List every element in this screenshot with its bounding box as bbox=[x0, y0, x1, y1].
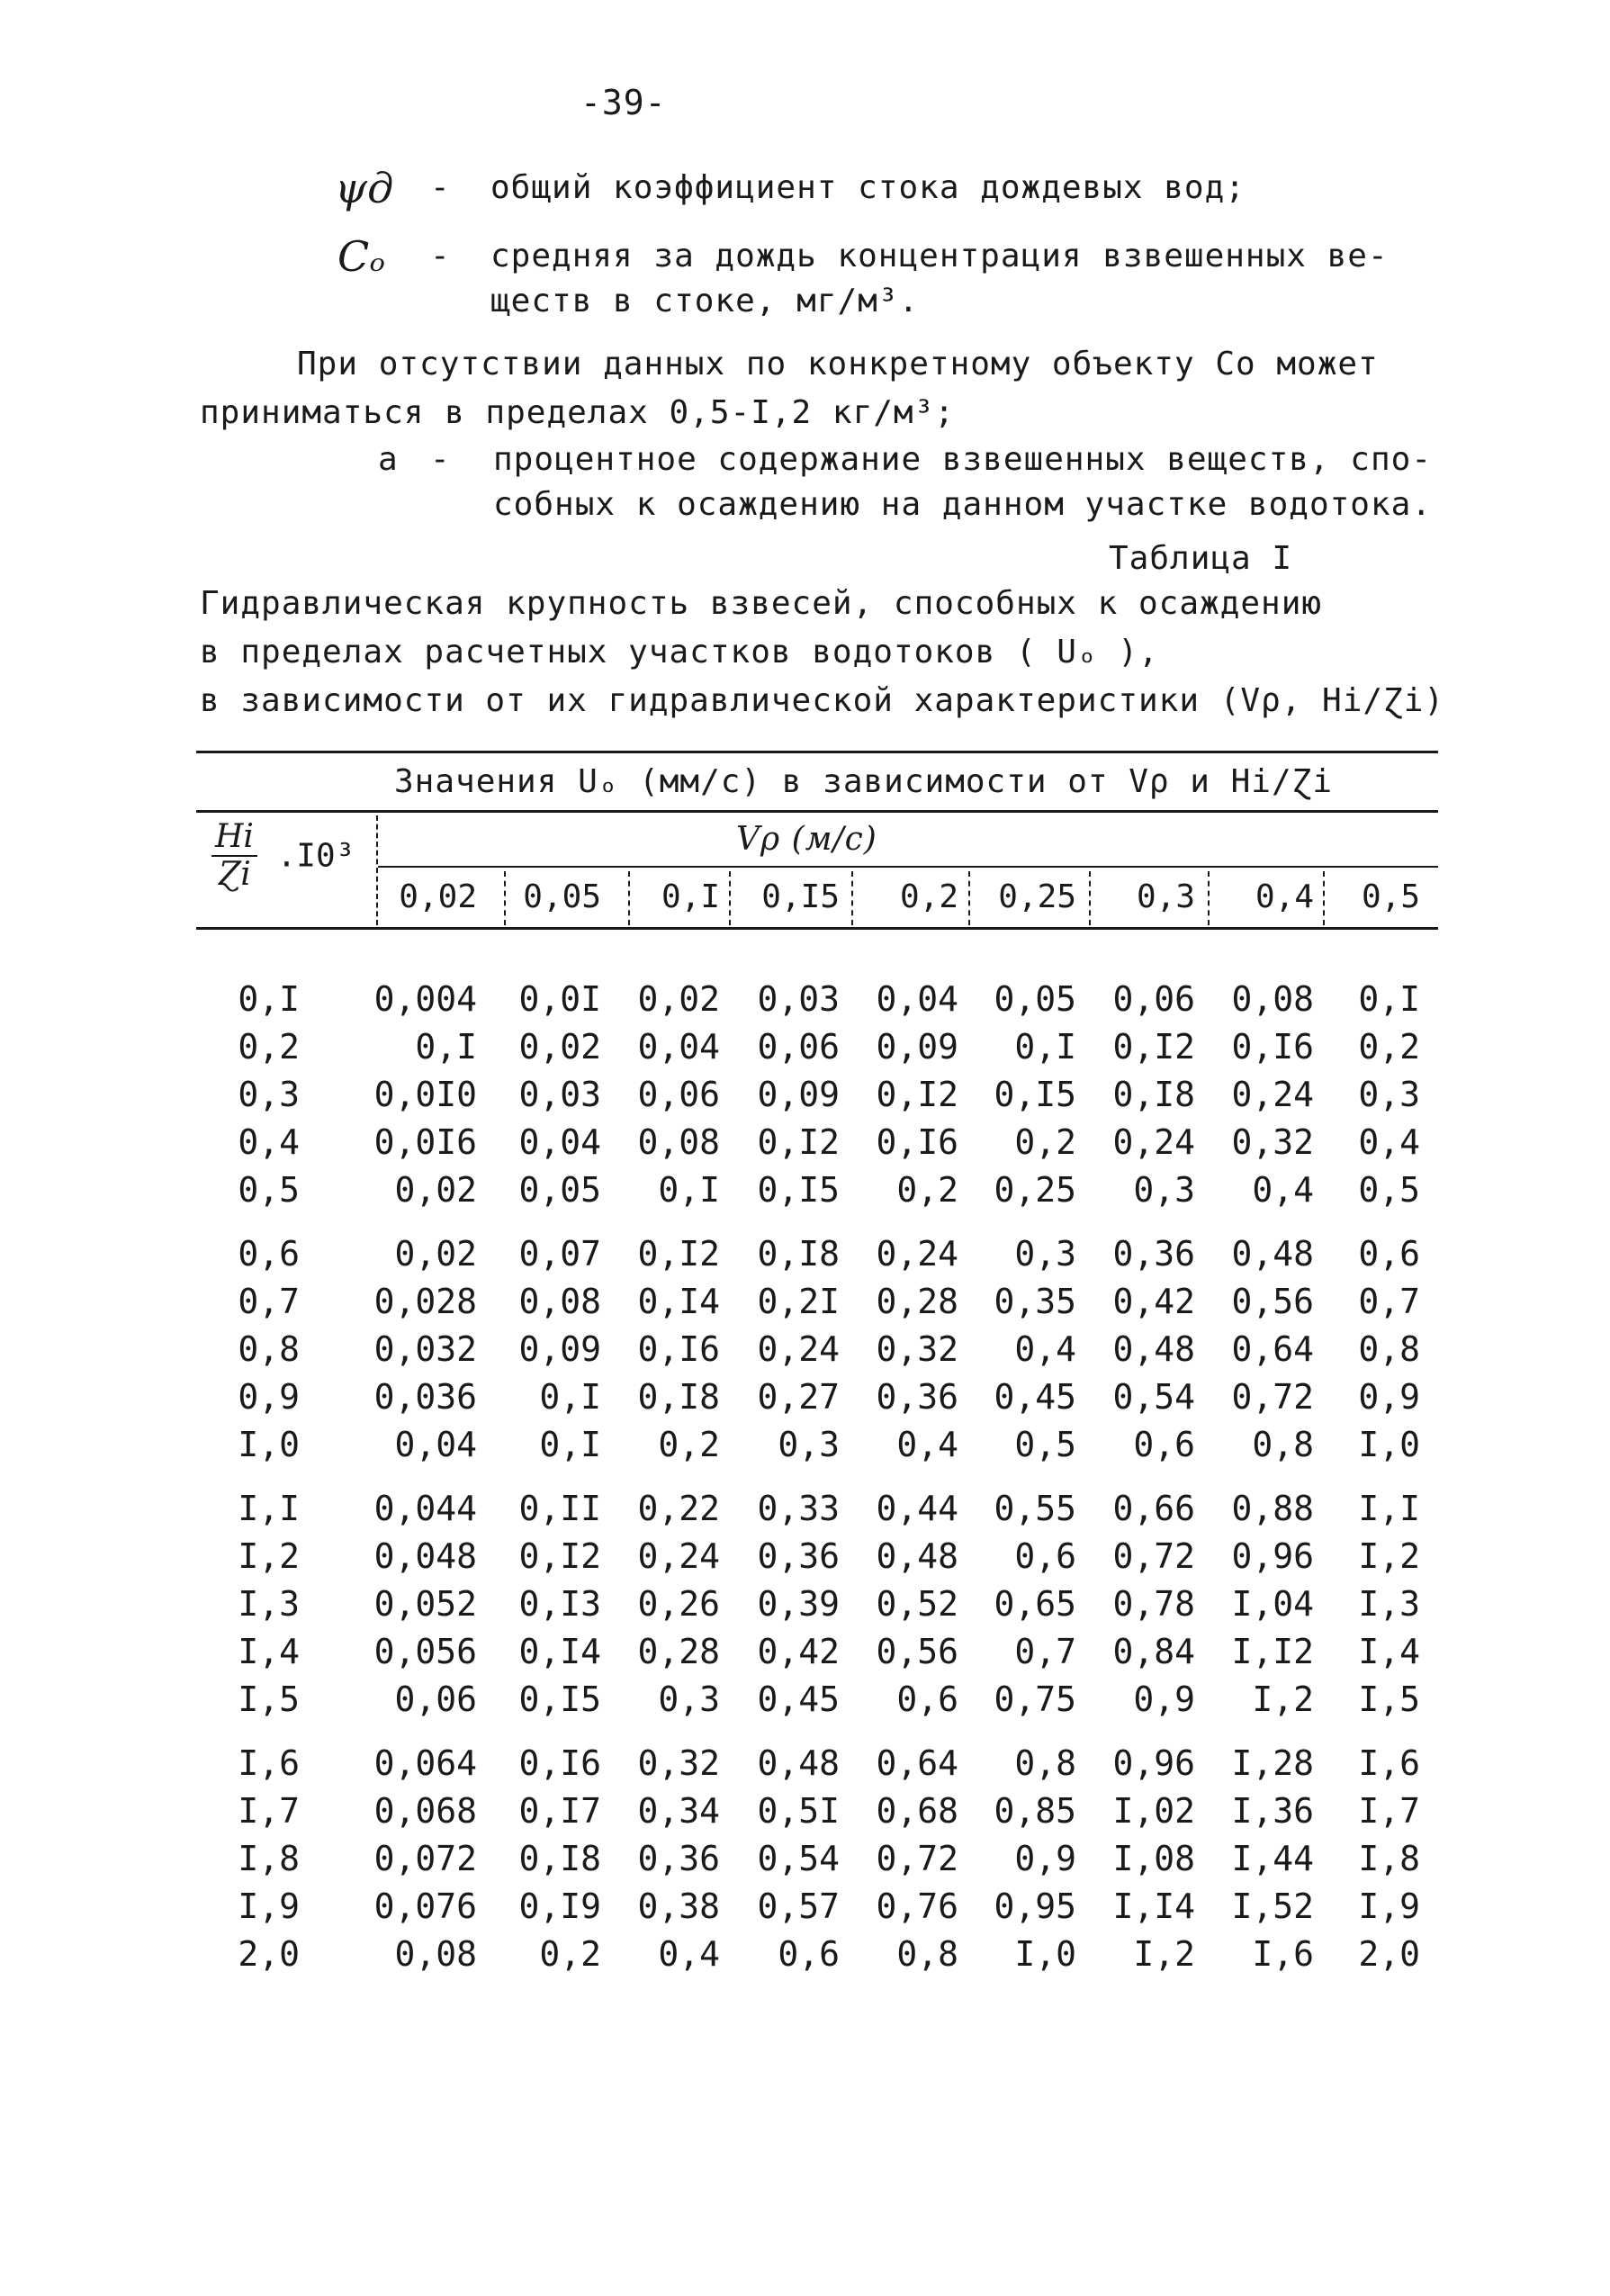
column-separator bbox=[851, 871, 853, 925]
table-cell: I,04 bbox=[1231, 1584, 1314, 1624]
table-cell: 0,6 bbox=[1014, 1536, 1076, 1576]
table-cell: 0,068 bbox=[373, 1791, 477, 1831]
table-cell: 0,85 bbox=[994, 1791, 1076, 1831]
column-header: 0,3 bbox=[1136, 878, 1195, 915]
table-cell: 0,2 bbox=[658, 1425, 720, 1464]
table-cell: I,0 bbox=[1014, 1934, 1076, 1974]
table-cell: 0,56 bbox=[876, 1632, 958, 1671]
table-cell: 0,I bbox=[1358, 979, 1420, 1019]
table-cell: 0,I6 bbox=[637, 1329, 720, 1369]
table-cell: 0,I bbox=[1014, 1027, 1076, 1067]
table-cell: 0,8 bbox=[1014, 1743, 1076, 1783]
table-cell: I,44 bbox=[1231, 1839, 1314, 1878]
column-header: 0,02 bbox=[399, 878, 477, 915]
table-cell: 0,09 bbox=[518, 1329, 601, 1369]
table-cell: 0,I bbox=[658, 1170, 720, 1210]
table-header-top: Значения Uₒ (мм/с) в зависимости от Vρ и Hi/Ɀi bbox=[394, 763, 1333, 800]
table-cell: 0,I5 bbox=[518, 1679, 601, 1719]
table-cell: 0,I9 bbox=[518, 1886, 601, 1926]
table-cell: 0,32 bbox=[1231, 1122, 1314, 1162]
table-cell: 0,032 bbox=[373, 1329, 477, 1369]
table-cell: 0,4 bbox=[896, 1425, 958, 1464]
table-cell: I,8 bbox=[1358, 1839, 1420, 1878]
row-label: I,4 bbox=[238, 1632, 300, 1671]
table-cell: 0,42 bbox=[1112, 1282, 1195, 1321]
table-cell: I,7 bbox=[1358, 1791, 1420, 1831]
table-cell: 0,48 bbox=[1112, 1329, 1195, 1369]
table-cell: 0,3 bbox=[658, 1679, 720, 1719]
table-cell: 0,8 bbox=[896, 1934, 958, 1974]
table-cell: 0,036 bbox=[373, 1377, 477, 1417]
table-cell: 0,I4 bbox=[518, 1632, 601, 1671]
column-header: 0,4 bbox=[1255, 878, 1314, 915]
paragraph-line-2: приниматься в пределах 0,5-I,2 кг/м³; bbox=[200, 394, 955, 431]
table-cell: 0,06 bbox=[757, 1027, 840, 1067]
row-label: 0,8 bbox=[238, 1329, 300, 1369]
table-cell: 0,28 bbox=[637, 1632, 720, 1671]
table-cell: 0,09 bbox=[876, 1027, 958, 1067]
table-cell: 2,0 bbox=[1358, 1934, 1420, 1974]
table-cell: 0,03 bbox=[518, 1075, 601, 1114]
row-label: 0,6 bbox=[238, 1234, 300, 1274]
table-cell: 0,96 bbox=[1112, 1743, 1195, 1783]
table-cell: 0,24 bbox=[1231, 1075, 1314, 1114]
table-cell: 0,I bbox=[415, 1027, 477, 1067]
table-cell: I,08 bbox=[1112, 1839, 1195, 1878]
table-cell: 0,4 bbox=[1014, 1329, 1076, 1369]
row-label: I,5 bbox=[238, 1679, 300, 1719]
table-header-rule bbox=[196, 810, 1438, 813]
table-cell: 0,2 bbox=[1358, 1027, 1420, 1067]
column-separator bbox=[1323, 871, 1325, 925]
table-cell: 0,33 bbox=[757, 1489, 840, 1528]
table-cell: 0,36 bbox=[757, 1536, 840, 1576]
table-cell: 0,I7 bbox=[518, 1791, 601, 1831]
table-cell: 0,I8 bbox=[518, 1839, 601, 1878]
table-cell: 0,7 bbox=[1358, 1282, 1420, 1321]
definition-a-line-1: процентное содержание взвешенных веществ, спо- bbox=[493, 441, 1432, 478]
row-label: 0,5 bbox=[238, 1170, 300, 1210]
row-header-numerator: Hi bbox=[211, 819, 257, 857]
table-cell: 0,5 bbox=[1358, 1170, 1420, 1210]
table-cell: 0,32 bbox=[637, 1743, 720, 1783]
table-cell: 0,32 bbox=[876, 1329, 958, 1369]
table-cell: 0,24 bbox=[757, 1329, 840, 1369]
table-cell: 0,52 bbox=[876, 1584, 958, 1624]
row-label: I,3 bbox=[238, 1584, 300, 1624]
table-cell: 0,25 bbox=[994, 1170, 1076, 1210]
row-header-denominator: Ɀi bbox=[218, 856, 251, 893]
table-cell: 0,04 bbox=[637, 1027, 720, 1067]
table-cell: 0,2 bbox=[539, 1934, 601, 1974]
table-cell: 0,I6 bbox=[518, 1743, 601, 1783]
definition-dash: - bbox=[430, 169, 451, 206]
definition-dash: - bbox=[430, 441, 451, 478]
table-cell: 0,04 bbox=[518, 1122, 601, 1162]
table-cell: 0,I bbox=[539, 1425, 601, 1464]
row-label: 0,2 bbox=[238, 1027, 300, 1067]
table-cell: 0,38 bbox=[637, 1886, 720, 1926]
table-cell: 0,I8 bbox=[757, 1234, 840, 1274]
table-cell: 0,54 bbox=[757, 1839, 840, 1878]
table-cell: 0,56 bbox=[1231, 1282, 1314, 1321]
table-cell: 0,6 bbox=[778, 1934, 840, 1974]
table-cell: 0,02 bbox=[637, 979, 720, 1019]
table-cell: I,2 bbox=[1252, 1679, 1314, 1719]
row-label: 2,0 bbox=[238, 1934, 300, 1974]
row-label: 0,4 bbox=[238, 1122, 300, 1162]
definition-psi-text: общий коэффициент стока дождевых вод; bbox=[490, 169, 1246, 206]
row-label: 0,I bbox=[238, 979, 300, 1019]
table-cell: 0,48 bbox=[757, 1743, 840, 1783]
column-separator bbox=[1089, 871, 1091, 925]
definition-dash: - bbox=[430, 238, 451, 275]
table-cell: 0,08 bbox=[518, 1282, 601, 1321]
vp-header: Vρ (м/с) bbox=[736, 821, 877, 858]
table-cell: 0,2 bbox=[1014, 1122, 1076, 1162]
table-cell: 0,048 bbox=[373, 1536, 477, 1576]
row-header-suffix: .I0³ bbox=[276, 837, 355, 875]
table-cell: 0,02 bbox=[518, 1027, 601, 1067]
table-cell: 0,II bbox=[518, 1489, 601, 1528]
table-cell: 0,6 bbox=[1133, 1425, 1195, 1464]
column-separator bbox=[968, 871, 970, 925]
table-cell: 0,03 bbox=[757, 979, 840, 1019]
a-symbol: a bbox=[378, 441, 399, 478]
column-separator bbox=[628, 871, 630, 925]
row-label: 0,3 bbox=[238, 1075, 300, 1114]
table-cell: 0,06 bbox=[394, 1679, 477, 1719]
table-cell: 0,4 bbox=[658, 1934, 720, 1974]
column-header: 0,I5 bbox=[761, 878, 840, 915]
table-cell: 0,54 bbox=[1112, 1377, 1195, 1417]
table-cell: 0,3 bbox=[1133, 1170, 1195, 1210]
table-cell: 0,0I6 bbox=[373, 1122, 477, 1162]
table-cell: 0,36 bbox=[1112, 1234, 1195, 1274]
table-cell: 0,064 bbox=[373, 1743, 477, 1783]
table-cell: 0,2 bbox=[896, 1170, 958, 1210]
column-header: 0,2 bbox=[899, 878, 958, 915]
table-cell: 0,06 bbox=[637, 1075, 720, 1114]
column-separator bbox=[504, 871, 506, 925]
page-number: -39- bbox=[580, 83, 667, 122]
table-cell: 0,66 bbox=[1112, 1489, 1195, 1528]
table-cell: 0,72 bbox=[876, 1839, 958, 1878]
table-cell: 0,08 bbox=[394, 1934, 477, 1974]
row-label: I,7 bbox=[238, 1791, 300, 1831]
table-cell: I,0 bbox=[1358, 1425, 1420, 1464]
table-cell: 0,07 bbox=[518, 1234, 601, 1274]
definition-c0-text: средняя за дождь концентрация взвешенных ве- bbox=[490, 238, 1389, 275]
table-cell: 0,06 bbox=[1112, 979, 1195, 1019]
table-cell: 0,9 bbox=[1133, 1679, 1195, 1719]
table-cell: 0,I2 bbox=[518, 1536, 601, 1576]
table-cell: I,9 bbox=[1358, 1886, 1420, 1926]
table-cell: 0,42 bbox=[757, 1632, 840, 1671]
table-cell: I,2 bbox=[1133, 1934, 1195, 1974]
table-cell: 0,3 bbox=[1014, 1234, 1076, 1274]
caption-line-1: Гидравлическая крупность взвесей, способных к осаждению bbox=[200, 585, 1323, 622]
definition-c0-text-cont: ществ в стоке, мг/м³. bbox=[490, 283, 920, 320]
table-cell: 0,9 bbox=[1358, 1377, 1420, 1417]
table-cell: 0,5I bbox=[757, 1791, 840, 1831]
table-cell: 0,84 bbox=[1112, 1632, 1195, 1671]
table-label: Таблица I bbox=[1109, 540, 1293, 577]
table-cell: 0,6 bbox=[1358, 1234, 1420, 1274]
table-cell: 0,072 bbox=[373, 1839, 477, 1878]
c0-symbol: Cₒ bbox=[337, 232, 385, 281]
table-cell: 0,48 bbox=[876, 1536, 958, 1576]
row-label: I,6 bbox=[238, 1743, 300, 1783]
table-cell: 0,45 bbox=[994, 1377, 1076, 1417]
table-cell: 0,75 bbox=[994, 1679, 1076, 1719]
table-cell: I,I4 bbox=[1112, 1886, 1195, 1926]
caption-line-3: в зависимости от их гидравлической характеристики (Vρ, Hi/Ɀi) bbox=[200, 682, 1445, 719]
table-cell: 0,I8 bbox=[637, 1377, 720, 1417]
table-cell: 0,6 bbox=[896, 1679, 958, 1719]
table-cell: 0,95 bbox=[994, 1886, 1076, 1926]
table-cell: I,4 bbox=[1358, 1632, 1420, 1671]
table-cell: 0,34 bbox=[637, 1791, 720, 1831]
table-cell: 0,68 bbox=[876, 1791, 958, 1831]
row-label: 0,7 bbox=[238, 1282, 300, 1321]
table-cell: I,02 bbox=[1112, 1791, 1195, 1831]
row-label: I,8 bbox=[238, 1839, 300, 1878]
table-cell: 0,88 bbox=[1231, 1489, 1314, 1528]
table-cell: 0,35 bbox=[994, 1282, 1076, 1321]
column-separator bbox=[1208, 871, 1210, 925]
table-cell: I,6 bbox=[1252, 1934, 1314, 1974]
table-cell: 0,78 bbox=[1112, 1584, 1195, 1624]
table-cell: 0,28 bbox=[876, 1282, 958, 1321]
table-cell: 0,04 bbox=[876, 979, 958, 1019]
column-header: 0,25 bbox=[998, 878, 1076, 915]
row-label: I,0 bbox=[238, 1425, 300, 1464]
table-cell: 0,I2 bbox=[637, 1234, 720, 1274]
table-cell: I,I bbox=[1358, 1489, 1420, 1528]
table-cell: 0,24 bbox=[637, 1536, 720, 1576]
table-cell: I,52 bbox=[1231, 1886, 1314, 1926]
table-cell: 0,2I bbox=[757, 1282, 840, 1321]
column-header: 0,05 bbox=[523, 878, 601, 915]
paragraph-line-1: При отсутствии данных по конкретному объекту Co может bbox=[297, 346, 1379, 383]
table-cell: 0,45 bbox=[757, 1679, 840, 1719]
table-cell: 0,5 bbox=[1014, 1425, 1076, 1464]
column-header: 0,5 bbox=[1361, 878, 1420, 915]
table-cell: 0,I5 bbox=[757, 1170, 840, 1210]
table-cell: 0,4 bbox=[1252, 1170, 1314, 1210]
table-cell: I,6 bbox=[1358, 1743, 1420, 1783]
table-cell: 0,052 bbox=[373, 1584, 477, 1624]
table-cell: 0,I4 bbox=[637, 1282, 720, 1321]
table-cell: 0,4 bbox=[1358, 1122, 1420, 1162]
vp-header-rule bbox=[378, 866, 1438, 868]
table-cell: 0,3 bbox=[1358, 1075, 1420, 1114]
table-top-rule bbox=[196, 751, 1438, 753]
table-cell: 0,76 bbox=[876, 1886, 958, 1926]
table-cell: 0,8 bbox=[1252, 1425, 1314, 1464]
table-cell: 0,004 bbox=[373, 979, 477, 1019]
table-cell: I,36 bbox=[1231, 1791, 1314, 1831]
table-cell: 0,05 bbox=[994, 979, 1076, 1019]
table-cell: 0,I8 bbox=[1112, 1075, 1195, 1114]
table-cell: 0,0I bbox=[518, 979, 601, 1019]
definition-a-line-2: собных к осаждению на данном участке водотока. bbox=[493, 486, 1432, 523]
table-cell: 0,55 bbox=[994, 1489, 1076, 1528]
table-cell: 0,05 bbox=[518, 1170, 601, 1210]
table-cell: 0,09 bbox=[757, 1075, 840, 1114]
row-label: I,2 bbox=[238, 1536, 300, 1576]
table-cell: I,3 bbox=[1358, 1584, 1420, 1624]
table-cell: 0,08 bbox=[637, 1122, 720, 1162]
table-cell: 0,65 bbox=[994, 1584, 1076, 1624]
table-cell: 0,72 bbox=[1231, 1377, 1314, 1417]
table-cell: 0,96 bbox=[1231, 1536, 1314, 1576]
table-cell: 0,24 bbox=[1112, 1122, 1195, 1162]
row-label: I,9 bbox=[238, 1886, 300, 1926]
table-columns-rule bbox=[196, 927, 1438, 930]
table-cell: 0,044 bbox=[373, 1489, 477, 1528]
table-cell: 0,36 bbox=[876, 1377, 958, 1417]
table-cell: 0,04 bbox=[394, 1425, 477, 1464]
table-cell: 0,36 bbox=[637, 1839, 720, 1878]
table-cell: 0,27 bbox=[757, 1377, 840, 1417]
table-cell: 0,9 bbox=[1014, 1839, 1076, 1878]
table-cell: 0,I2 bbox=[1112, 1027, 1195, 1067]
table-cell: 0,I6 bbox=[1231, 1027, 1314, 1067]
table-cell: 0,076 bbox=[373, 1886, 477, 1926]
table-cell: 0,44 bbox=[876, 1489, 958, 1528]
table-cell: 0,I2 bbox=[876, 1075, 958, 1114]
table-cell: I,I2 bbox=[1231, 1632, 1314, 1671]
table-cell: 0,72 bbox=[1112, 1536, 1195, 1576]
table-cell: 0,57 bbox=[757, 1886, 840, 1926]
table-cell: 0,02 bbox=[394, 1234, 477, 1274]
table-cell: 0,056 bbox=[373, 1632, 477, 1671]
column-separator bbox=[729, 871, 731, 925]
table-cell: 0,22 bbox=[637, 1489, 720, 1528]
table-cell: 0,I6 bbox=[876, 1122, 958, 1162]
table-cell: 0,8 bbox=[1358, 1329, 1420, 1369]
column-header: 0,I bbox=[661, 878, 720, 915]
table-cell: I,2 bbox=[1358, 1536, 1420, 1576]
table-cell: I,28 bbox=[1231, 1743, 1314, 1783]
table-cell: 0,39 bbox=[757, 1584, 840, 1624]
table-cell: 0,I bbox=[539, 1377, 601, 1417]
table-cell: 0,26 bbox=[637, 1584, 720, 1624]
row-label: 0,9 bbox=[238, 1377, 300, 1417]
table-cell: 0,48 bbox=[1231, 1234, 1314, 1274]
table-cell: 0,I3 bbox=[518, 1584, 601, 1624]
caption-line-2: в пределах расчетных участков водотоков ( Uₒ ), bbox=[200, 634, 1159, 671]
row-label: I,I bbox=[238, 1489, 300, 1528]
psi-symbol: ψд bbox=[335, 164, 394, 212]
table-cell: 0,7 bbox=[1014, 1632, 1076, 1671]
table-cell: 0,08 bbox=[1231, 979, 1314, 1019]
table-cell: 0,I2 bbox=[757, 1122, 840, 1162]
table-cell: 0,24 bbox=[876, 1234, 958, 1274]
table-cell: 0,02 bbox=[394, 1170, 477, 1210]
table-cell: I,5 bbox=[1358, 1679, 1420, 1719]
table-cell: 0,0I0 bbox=[373, 1075, 477, 1114]
table-cell: 0,3 bbox=[778, 1425, 840, 1464]
table-cell: 0,64 bbox=[1231, 1329, 1314, 1369]
table-cell: 0,64 bbox=[876, 1743, 958, 1783]
table-cell: 0,028 bbox=[373, 1282, 477, 1321]
table-cell: 0,I5 bbox=[994, 1075, 1076, 1114]
